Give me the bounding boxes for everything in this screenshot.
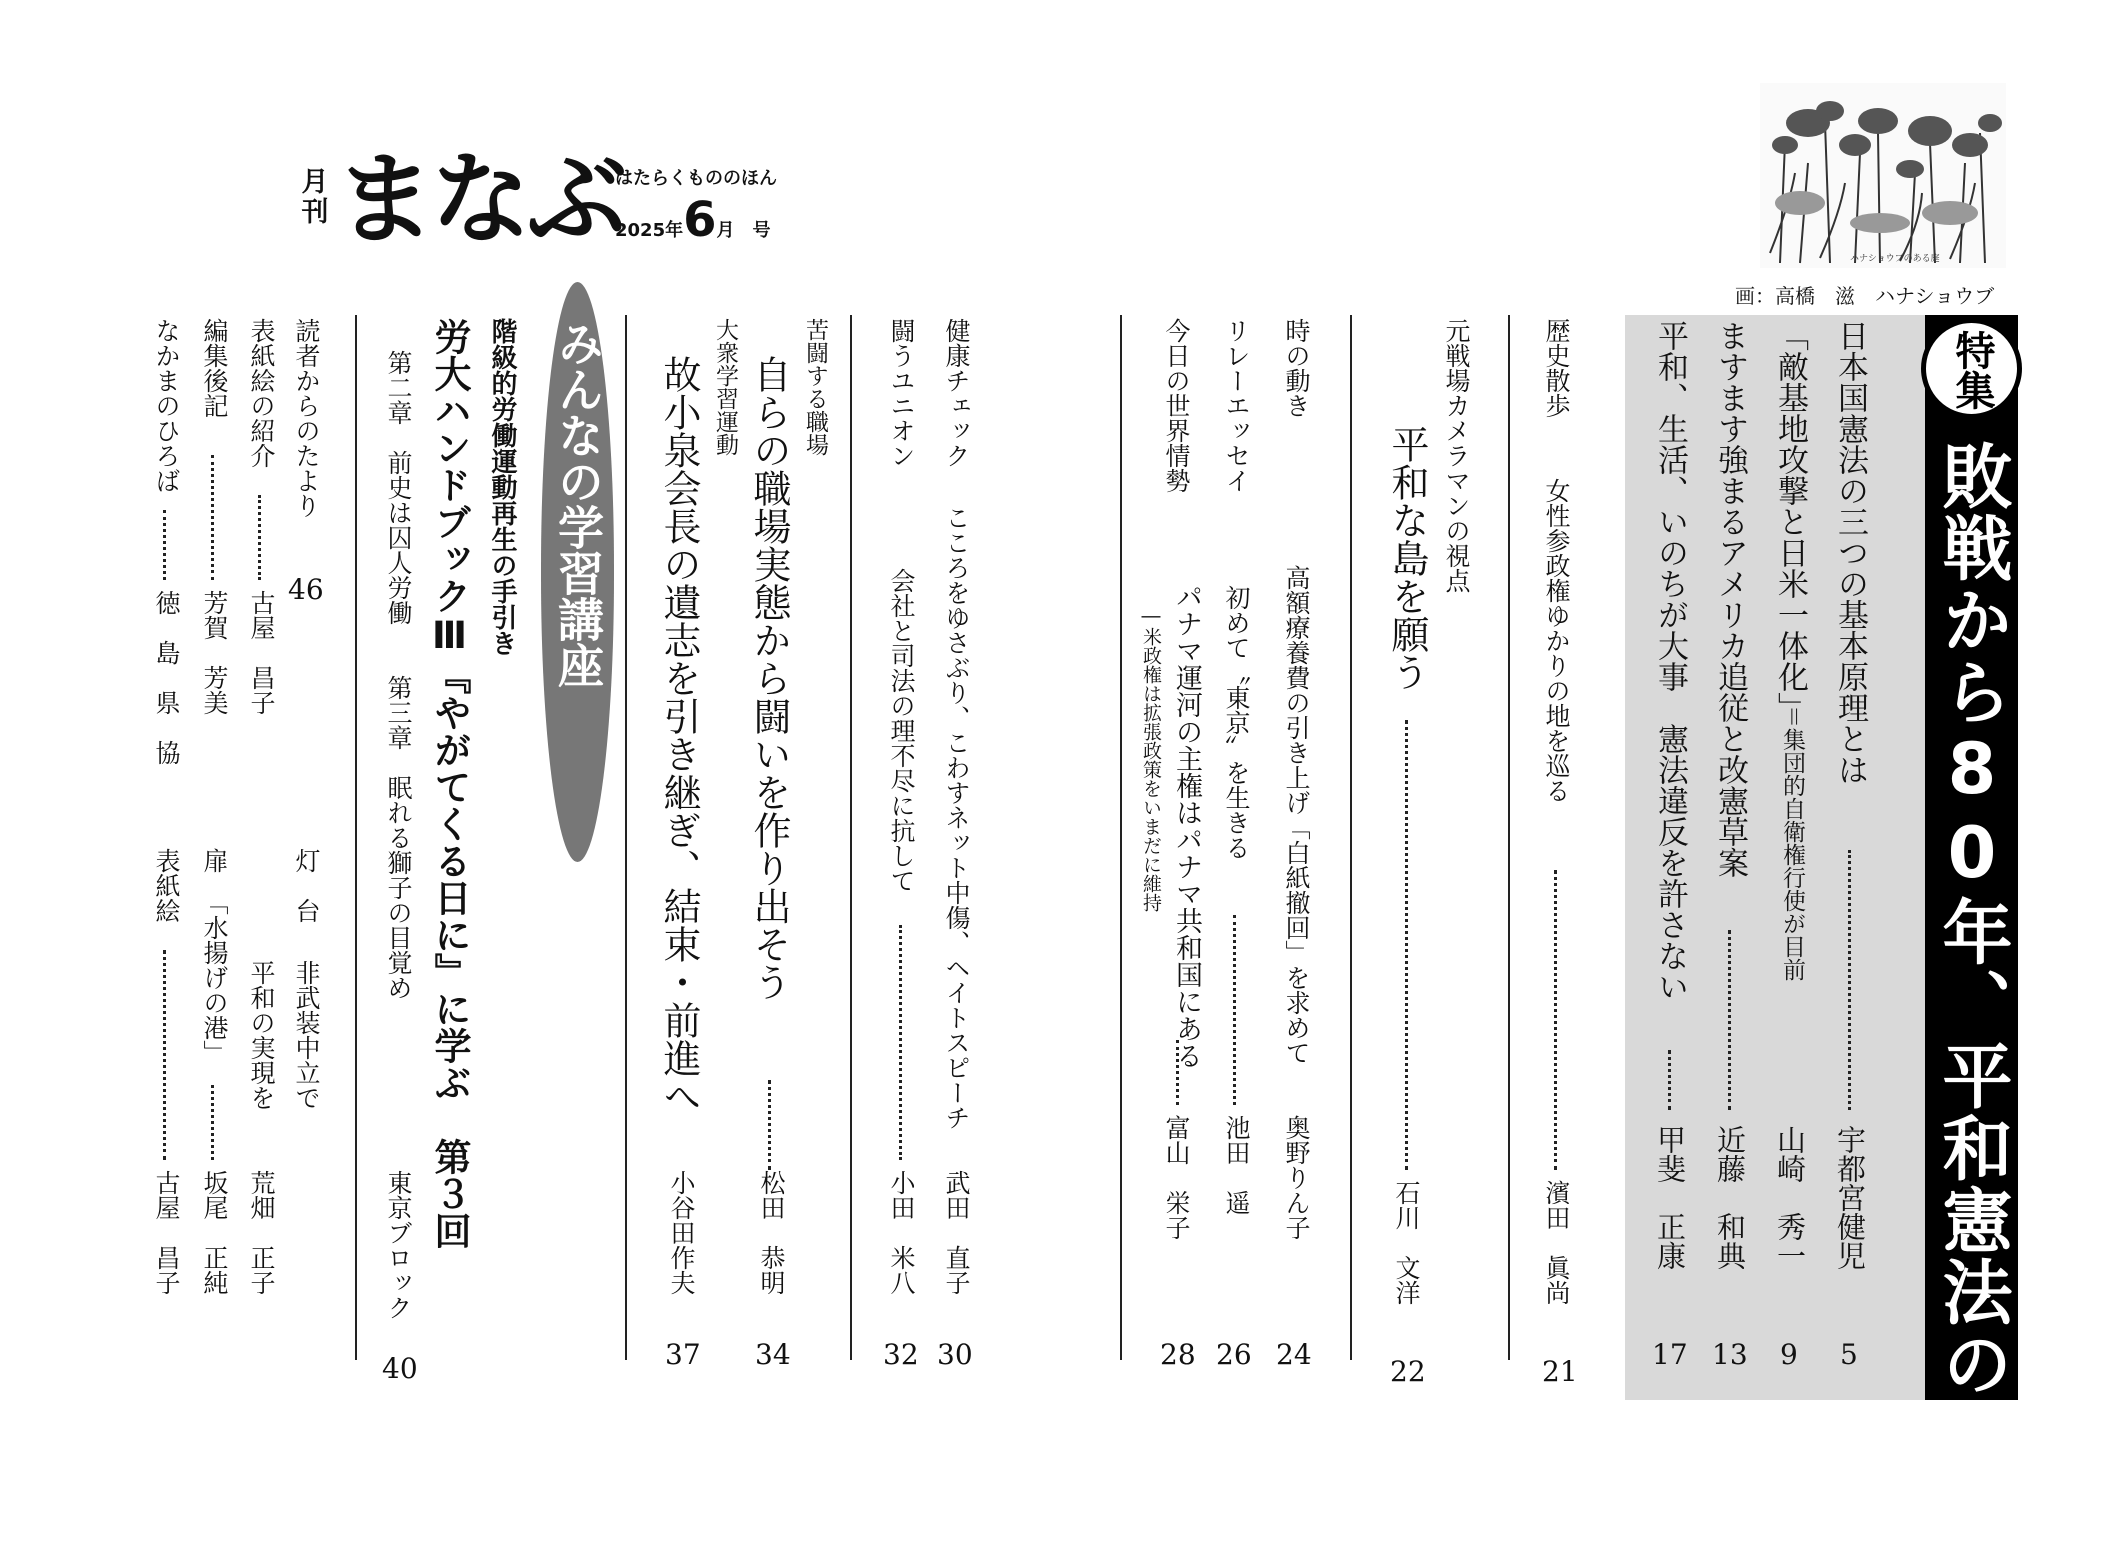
study-title: 労大ハンドブックⅢ『やがてくる日に』に学ぶ 第３回	[428, 318, 471, 1249]
feature-article-2-subtitle: ＝集団的自衛権行使が目前	[1779, 705, 1805, 981]
leader-dots	[258, 495, 261, 580]
feature-article-4-title: 平和、生活、いのちが大事 憲法違反を許さない	[1652, 320, 1688, 1002]
magazine-title: まなぶ	[335, 141, 623, 258]
misc-cover-intro: 表紙絵の紹介	[247, 318, 276, 468]
column-3-author: 松田 恭明	[757, 1170, 786, 1295]
leader-dots	[1848, 850, 1851, 1110]
lighthouse-title-2: 平和の実現を	[247, 960, 276, 1110]
misc-cover-intro-author: 古屋 昌子	[247, 590, 276, 715]
leader-dots	[163, 950, 166, 1160]
misc-readers-letters: 読者からのたより	[292, 318, 321, 518]
lighthouse-title: 非武装中立で	[292, 960, 321, 1110]
camera-author: 石川 文洋	[1392, 1180, 1421, 1305]
news-3-subtitle: ―米政権は拡張政策をいまだに維持	[1140, 605, 1162, 912]
feature-article-1-page: 5	[1840, 1338, 1858, 1371]
feature-article-2-title: 「敵基地攻撃と日米一体化」	[1772, 320, 1808, 723]
leader-dots	[1405, 720, 1408, 1170]
column-1-label: 健康チェック	[942, 318, 971, 468]
special-feature-title: 敗戦から80年、平和憲法の危機	[1931, 440, 2013, 1544]
camera-page: 22	[1390, 1355, 1426, 1388]
feature-article-2-author: 山崎 秀一	[1773, 1125, 1807, 1270]
divider	[625, 315, 627, 1360]
feature-article-3-page: 13	[1712, 1338, 1748, 1371]
column-2-author: 小田 米八	[887, 1170, 916, 1295]
study-lecture-heading: みんなの学習講座	[551, 320, 605, 688]
leader-dots	[1554, 870, 1557, 1170]
tobira-label: 扉	[200, 848, 229, 873]
cover-art-label: 表紙絵	[152, 848, 181, 923]
feature-article-3-title: ますます強まるアメリカ追従と改憲草案	[1712, 320, 1748, 878]
leader-dots	[1176, 1040, 1179, 1105]
feature-article-4-page: 17	[1652, 1338, 1688, 1371]
tobira-title: 「水揚げの港」	[200, 890, 229, 1065]
column-3-label: 苦闘する職場	[802, 318, 828, 456]
leader-dots	[211, 1085, 214, 1160]
misc-readers-letters-page: 46	[288, 573, 324, 606]
history-page: 21	[1542, 1355, 1578, 1388]
column-2-label: 闘うユニオン	[887, 318, 916, 468]
hanashoubu-painting-image	[1760, 83, 2006, 268]
tobira-author: 坂尾 正純	[200, 1170, 229, 1295]
news-3-page: 28	[1160, 1338, 1196, 1371]
column-2-page: 32	[883, 1338, 919, 1371]
study-chapters: 第二章 前史は囚人労働 第三章 眠れる獅子の目覚め	[384, 350, 413, 1000]
news-2-page: 26	[1216, 1338, 1252, 1371]
news-3-label: 今日の世界情勢	[1162, 318, 1191, 493]
news-3-title: パナマ運河の主権はパナマ共和国にある	[1171, 583, 1202, 1069]
feature-article-1-title: 日本国憲法の三つの基本原理とは	[1832, 320, 1868, 785]
issue-month: 6	[683, 192, 717, 248]
camera-label: 元戦場カメラマンの視点	[1442, 318, 1471, 593]
news-1-page: 24	[1276, 1338, 1312, 1371]
issue-suffix: 号	[752, 220, 771, 241]
column-1-author: 武田 直子	[942, 1170, 971, 1295]
news-1-author: 奥野りん子	[1282, 1115, 1311, 1240]
news-2-label: リレーエッセイ	[1222, 318, 1251, 493]
history-author: 濱田 眞尚	[1542, 1180, 1571, 1305]
leader-dots	[899, 925, 902, 1160]
painting-caption: 画：高橋 滋 ハナショウブ	[1735, 284, 1995, 308]
leader-dots	[1233, 915, 1236, 1105]
issue-year: 2025年	[615, 220, 684, 241]
study-subtitle: 階級的労働運動再生の手引き	[487, 318, 517, 656]
feature-article-4-author: 甲斐 正康	[1653, 1125, 1687, 1270]
leader-dots	[1668, 1050, 1671, 1110]
divider	[1350, 315, 1352, 1360]
column-4-author: 小谷田作夫	[667, 1170, 696, 1295]
camera-title: 平和な島を願う	[1385, 425, 1429, 691]
column-1-title: こころをゆさぶり、こわすネット中傷、ヘイトスピーチ	[942, 505, 971, 1130]
cover-art-author: 古屋 昌子	[152, 1170, 181, 1295]
column-4-title: 故小泉会長の遺志を引き継ぎ、結束・前進へ	[657, 355, 701, 1115]
news-1-title: 高額療養費の引き上げ「白紙撤回」を求めて	[1282, 565, 1311, 1065]
misc-nakama: なかまのひろば	[152, 318, 181, 493]
history-label: 歴史散歩	[1542, 318, 1571, 418]
divider	[850, 315, 852, 1360]
painting-inscription: ハナショウブのある庭	[1850, 254, 1940, 264]
feature-article-2-page: 9	[1780, 1338, 1798, 1371]
column-4-label: 大衆学習運動	[712, 318, 738, 456]
study-page: 40	[382, 1352, 418, 1385]
divider	[1120, 315, 1122, 1360]
divider	[1508, 315, 1510, 1360]
masthead-monthly-label: 月刊	[301, 167, 329, 228]
leader-dots	[163, 510, 166, 580]
misc-editors-note: 編集後記	[200, 318, 229, 418]
column-2-title: 会社と司法の理不尽に抗して	[887, 568, 916, 893]
divider	[355, 315, 357, 1360]
feature-article-1-author: 宇都宮健児	[1833, 1125, 1867, 1270]
leader-dots	[1728, 930, 1731, 1110]
magazine-subtitle: はたらくもののほん	[615, 168, 777, 189]
lighthouse-label: 灯 台	[292, 848, 321, 923]
feature-article-3-author: 近藤 和典	[1713, 1125, 1747, 1270]
issue-month-suffix: 月	[716, 220, 735, 241]
leader-dots	[211, 455, 214, 580]
lighthouse-author: 荒畑 正子	[247, 1170, 276, 1295]
special-feature-badge: 特集	[1949, 330, 1995, 410]
issue-date	[615, 192, 771, 248]
column-3-title: 自らの職場実態から闘いを作り出そう	[747, 355, 791, 1001]
column-4-page: 37	[665, 1338, 701, 1371]
history-title: 女性参政権ゆかりの地を巡る	[1542, 478, 1571, 803]
news-1-label: 時の動き	[1282, 318, 1311, 418]
leader-dots	[768, 1080, 771, 1170]
column-3-page: 34	[755, 1338, 791, 1371]
news-3-author: 富山 栄子	[1162, 1115, 1191, 1240]
news-2-title: 初めて〝東京〟を生きる	[1222, 585, 1251, 860]
news-2-author: 池田 遥	[1222, 1115, 1251, 1215]
column-1-page: 30	[937, 1338, 973, 1371]
misc-nakama-author: 徳 島 県 協	[152, 590, 181, 765]
misc-editors-note-author: 芳賀 芳美	[200, 590, 229, 715]
study-author: 東京ブロック	[384, 1170, 413, 1320]
